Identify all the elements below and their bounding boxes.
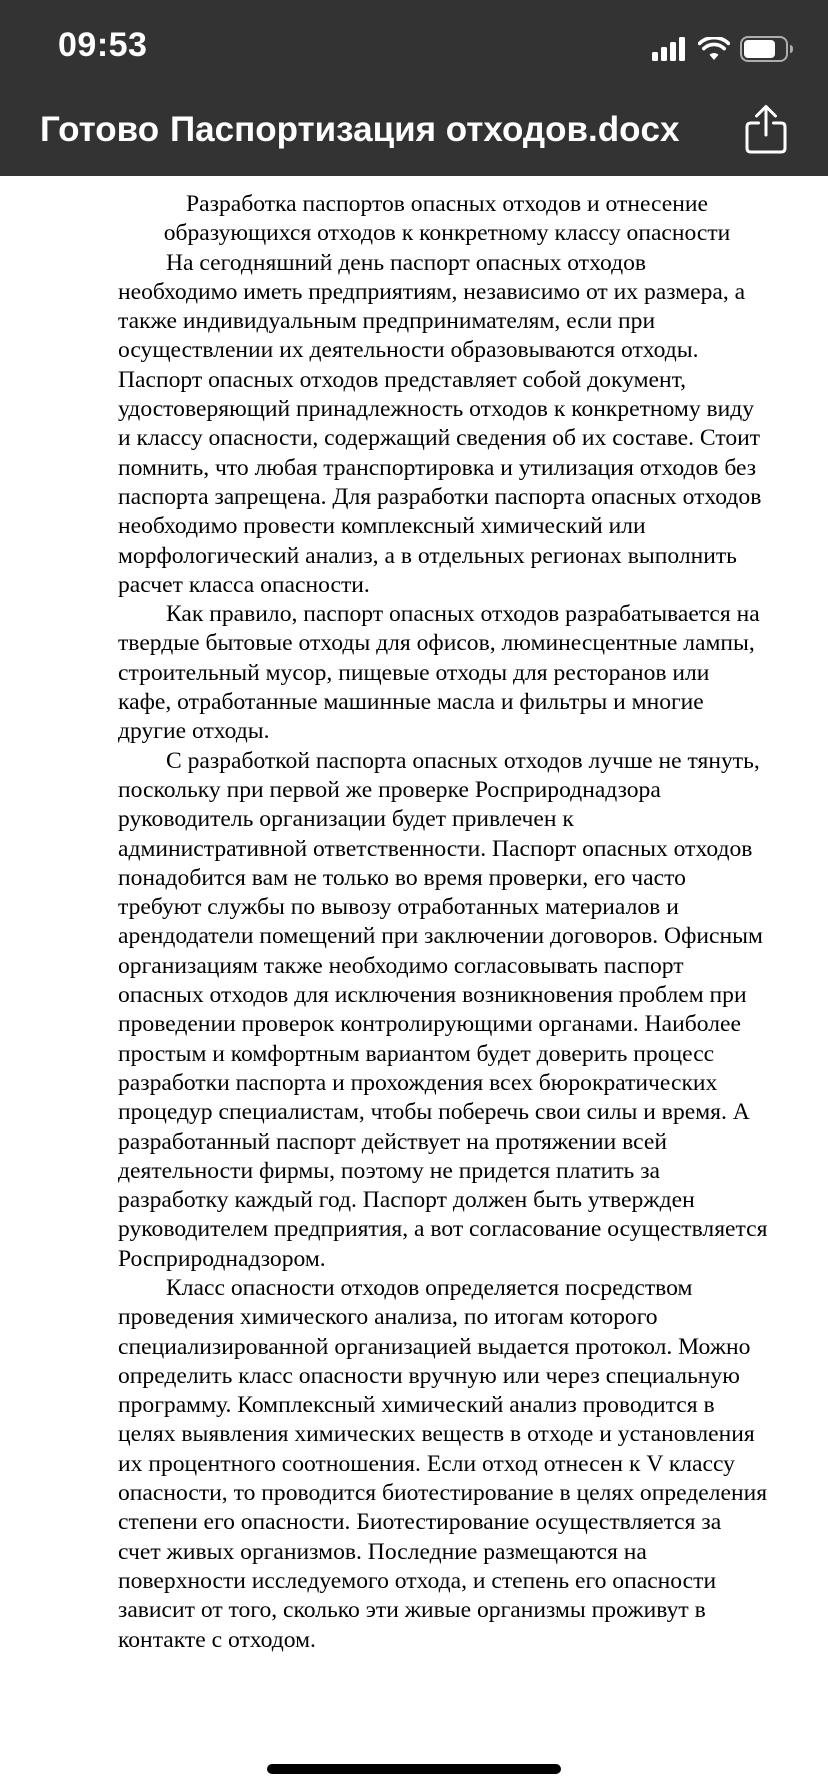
nav-bar bbox=[0, 100, 828, 176]
status-icons bbox=[652, 34, 794, 64]
share-icon[interactable] bbox=[744, 104, 788, 154]
wifi-icon bbox=[698, 37, 730, 61]
document-body bbox=[118, 190, 768, 1655]
status-time: 09:53 bbox=[58, 26, 148, 64]
document-paragraph: На сегодняшний день паспорт опасных отходов необходимо иметь предприятиям, независимо от их размера, а также индивидуальным предпринимателям, если при осуществлении их деятельности образовываются отходы. Паспорт опасных отходов представляет собой документ, удостоверяющий принадлежность отходов к конкретному виду и классу опасности, содержащий сведения об их составе. Стоит помнить, что любая транспортировка и утилизация отходов без паспорта запрещена. Для разработки паспорта опасных отходов необходимо провести комплексный химический или морфологический анализ, а в отдельных регионах выполнить расчет класса опасности. bbox=[118, 249, 762, 598]
document-paragraph: Как правило, паспорт опасных отходов разрабатывается на твердые бытовые отходы для офисов, люминесцентные лампы, строительный мусор, пищевые отходы для ресторанов или кафе, отработанные машинные масла и фильтры и многие другие отходы. bbox=[118, 601, 760, 745]
document-paragraph: Класс опасности отходов определяется посредством проведения химического анализа, по итогам которого специализированной организацией выдается протокол. Можно определить класс опасности вручную или через специальную программу. Комплексный химический анализ проводится в целях выявления химических веществ в отходе и установления их процентного соотношения. Если отход отнесен к V классу опасности, то проводится биотестирование в целях определения степени его опасности. Биотестирование осуществляется за счет живых организмов. Последние размещаются на поверхности исследуемого отхода, и степень его опасности зависит от того, сколько эти живые организмы проживут в контакте с отходом. bbox=[118, 1274, 768, 1653]
document-paragraph: С разработкой паспорта опасных отходов лучше не тянуть, поскольку при первой же проверке Росприроднадзора руководитель организации будет привлечен к административной ответственности. Паспорт опасных отходов понадобится вам не только во время проверки, его часто требуют службы по вывозу отработанных материалов и арендодатели помещений при заключении договоров. Офисным организациям также необходимо согласовывать паспорт опасных отходов для исключения возникновения проблем при проведении проверок контролирующими органами. Наиболее простым и комфортным вариантом будет доверить процесс разработки паспорта и прохождения всех бюрократических процедур специалистам, чтобы поберечь свои силы и время. А разработанный паспорт действует на протяжении всей деятельности фирмы, поэтому не придется платить за разработку каждый год. Паспорт должен быть утвержден руководителем предприятия, а вот согласование осуществляется Росприроднадзором. bbox=[118, 747, 768, 1272]
battery-icon bbox=[740, 36, 794, 62]
document-heading: Разработка паспортов опасных отходов и отнесение образующихся отходов к конкретному классу опасности bbox=[163, 191, 731, 247]
home-indicator[interactable] bbox=[267, 1764, 561, 1774]
document-title: Паспортизация отходов.docx bbox=[170, 110, 680, 149]
top-bar bbox=[0, 0, 828, 176]
done-button[interactable]: Готово bbox=[40, 110, 160, 149]
status-bar bbox=[0, 0, 828, 100]
cellular-signal-icon bbox=[652, 37, 688, 61]
